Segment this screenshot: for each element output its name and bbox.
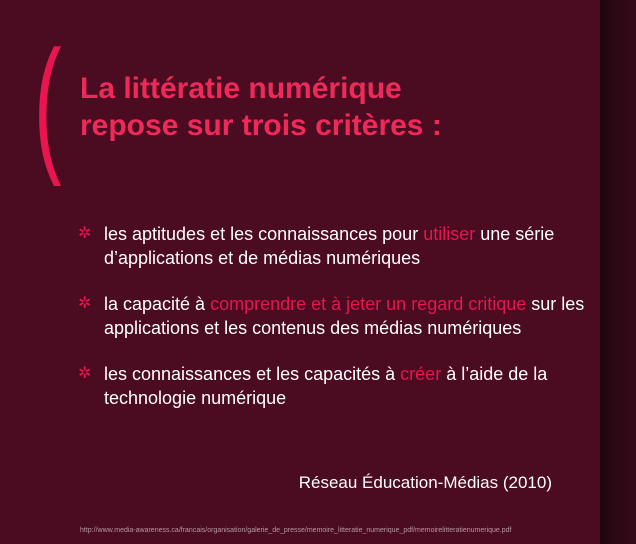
- title-line-1: La littératie numérique: [80, 72, 402, 105]
- criteria-item-2: [78, 292, 588, 340]
- flower-bullet-icon: ✲: [78, 225, 92, 242]
- criteria-highlight: créer: [400, 364, 442, 384]
- criteria-text-before: les aptitudes et les connaissances pour: [104, 224, 424, 244]
- open-parenthesis-decoration: (: [34, 19, 62, 187]
- source-citation: Réseau Éducation-Médias (2010): [298, 473, 552, 492]
- criteria-text-before: les connaissances et les capacités à: [104, 364, 401, 384]
- slide-title: [80, 70, 442, 144]
- criteria-list: [78, 222, 588, 432]
- criteria-item-3: [78, 362, 588, 410]
- flower-bullet-icon: ✲: [78, 295, 92, 312]
- criteria-item-1: [78, 222, 588, 270]
- title-line-2: repose sur trois critères :: [80, 109, 442, 142]
- criteria-text-after: une série d’applications et de médias numériques: [104, 224, 555, 268]
- criteria-highlight: utiliser: [423, 224, 476, 244]
- flower-bullet-icon: ✲: [78, 365, 92, 382]
- side-band-decoration: [600, 0, 636, 544]
- source-url: http://www.media-awareness.ca/francais/organisation/galerie_de_presse/memoire_litteratie_numerique_pdf/memoirelitteratienumerique.pdf: [80, 527, 512, 534]
- criteria-text-before: la capacité à: [104, 294, 211, 314]
- criteria-text-after: à l’aide de la technologie numérique: [104, 364, 548, 408]
- criteria-text-after: sur les applications et les contenus des médias numériques: [104, 294, 585, 338]
- criteria-highlight: comprendre et à jeter un regard critique: [210, 294, 527, 314]
